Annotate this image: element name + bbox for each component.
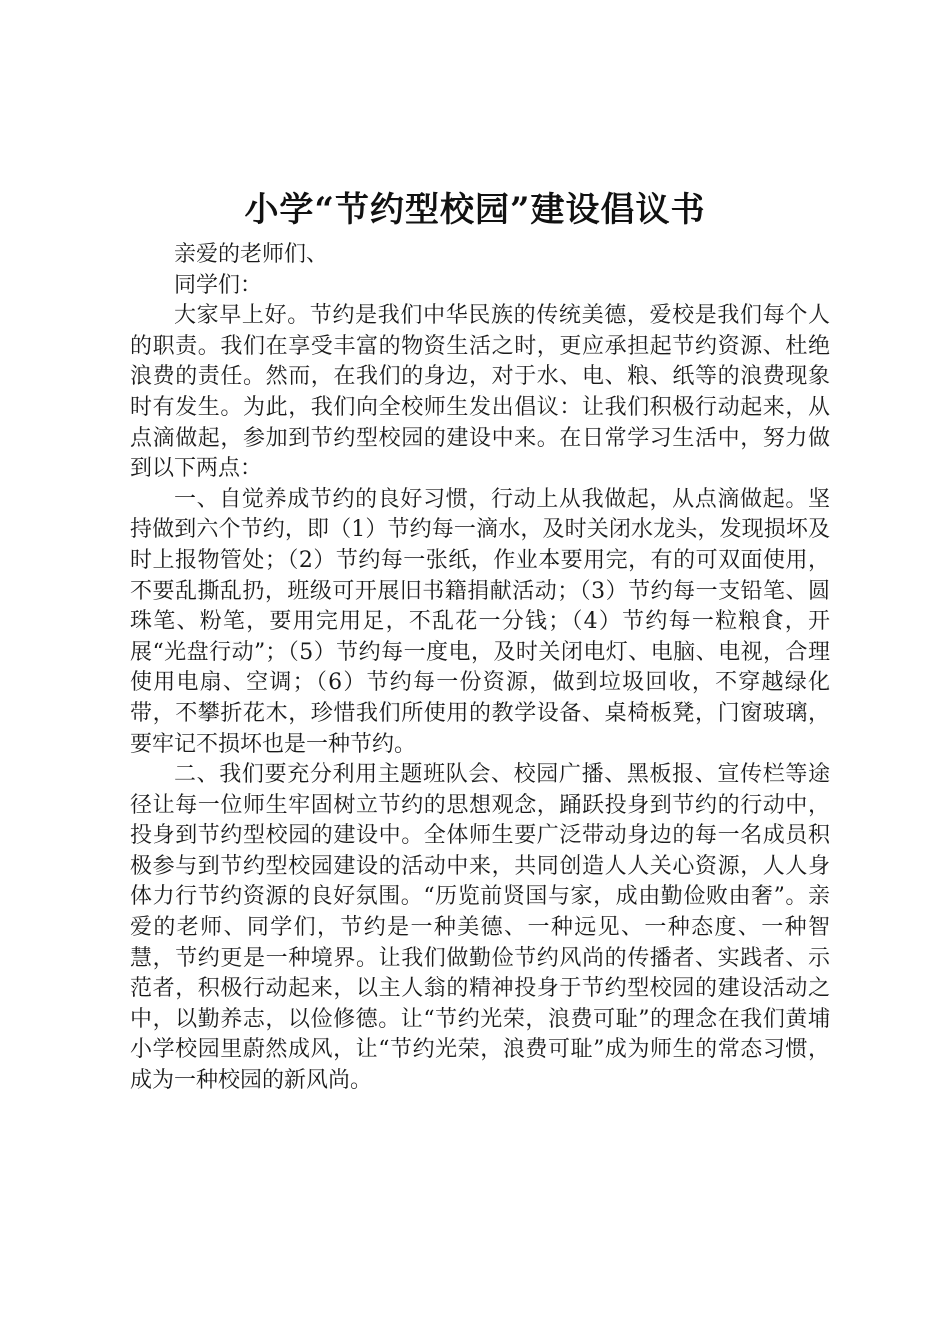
document-title: 小学“节约型校园”建设倡议书 xyxy=(244,190,706,230)
paragraph-greeting: 大家早上好。节约是我们中华民族的传统美德，爱校是我们每个人的职责。我们在享受丰富的物资生活之时，更应承担起节约资源、杜绝浪费的责任。然而，在我们的身边，对于水、电、粮、纸等的浪费现象时有发生。为此，我们向全校师生发出倡议：让我们积极行动起来，从点滴做起，参加到节约型校园的建设中来。在日常学习生活中，努力做到以下两点： xyxy=(130,303,830,482)
paragraph-point-two: 二、我们要充分利用主题班队会、校园广播、黑板报、宣传栏等途径让每一位师生牢固树立节约的思想观念，踊跃投身到节约的行动中，投身到节约型校园的建设中。全体师生要广泛带动身边的每一名成员积极参与到节约型校园建设的活动中来，共同创造人人关心资源，人人身体力行节约资源的良好氛围。“历览前贤国与家，成由勤俭败由奢”。亲爱的老师、同学们，节约是一种美德、一种远见、一种态度、一种智慧，节约更是一种境界。让我们做勤俭节约风尚的传播者、实践者、示范者，积极行动起来，以主人翁的精神投身于节约型校园的建设活动之中，以勤养志，以俭修德。让“节约光荣，浪费可耻”的理念在我们黄埔小学校园里蔚然成风，让“节约光荣，浪费可耻”成为师生的常态习惯，成为一种校园的新风尚。 xyxy=(130,762,830,1094)
salutation-line-1: 亲爱的老师们、 xyxy=(174,242,329,267)
paragraph-point-one: 一、自觉养成节约的良好习惯，行动上从我做起，从点滴做起。坚持做到六个节约，即（1）节约每一滴水，及时关闭水龙头，发现损坏及时上报物管处；（2）节约每一张纸，作业本要用完，有的可双面使用，不要乱撕乱扔，班级可开展旧书籍捐献活动；（3）节约每一支铅笔、圆珠笔、粉笔，要用完用足，不乱花一分钱；（4）节约每一粒粮食，开展“光盘行动”；（5）节约每一度电，及时关闭电灯、电脑、电视，合理使用电扇、空调；（6）节约每一份资源，做到垃圾回收，不穿越绿化带，不攀折花木，珍惜我们所使用的教学设备、桌椅板凳，门窗玻璃，要牢记不损坏也是一种节约。 xyxy=(130,486,830,757)
salutation-line-2: 同学们： xyxy=(174,272,263,298)
document-body xyxy=(130,240,830,1097)
